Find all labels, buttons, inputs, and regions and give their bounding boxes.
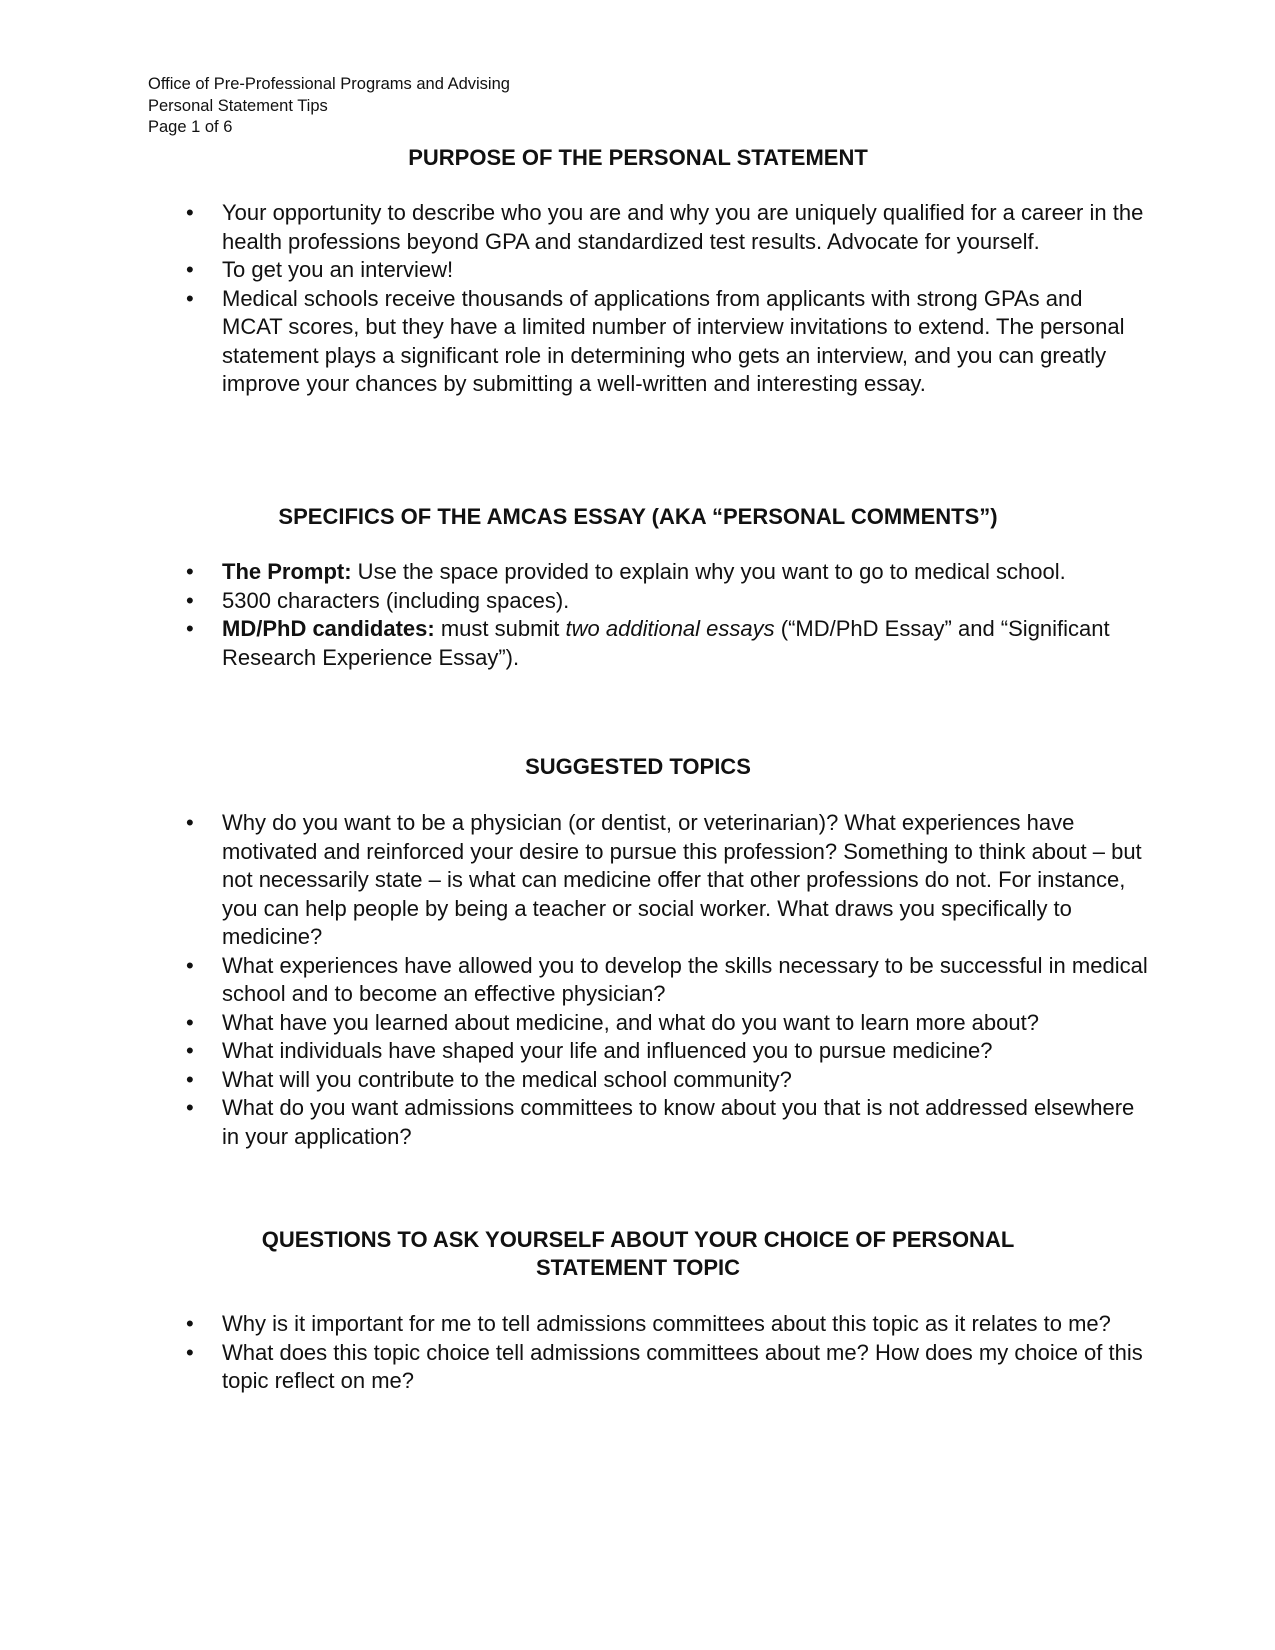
bullet-icon: •: [186, 587, 194, 613]
list-item: • The Prompt: Use the space provided to explain why you want to go to medical school.: [148, 558, 1148, 587]
bullet-icon: •: [186, 285, 194, 311]
topics-list: [148, 809, 1148, 1151]
list-item: • What will you contribute to the medical school community?: [148, 1066, 1148, 1095]
bullet-icon: •: [186, 559, 194, 584]
header-office: Office of Pre-Professional Programs and Advising: [148, 75, 510, 93]
bullet-icon: •: [186, 200, 194, 225]
document-header: [148, 74, 510, 139]
questions-list: [148, 1310, 1148, 1396]
section-title-purpose: PURPOSE OF THE PERSONAL STATEMENT: [408, 145, 868, 170]
list-item: • Medical schools receive thousands of applications from applicants with strong GPAs and MCAT scores, but they have a limited number of interview invitations to extend. The personal statement plays a significant role in determining who gets an interview, and you can greatly improve your chances by submitting a well-written and interesting essay.: [186, 285, 1125, 396]
header-page-number: Page 1 of 6: [148, 118, 233, 136]
list-item: • Why is it important for me to tell admissions committees about this topic as it relates to me?: [148, 1310, 1148, 1339]
bullet-icon: •: [186, 1038, 194, 1063]
bullet-icon: •: [186, 257, 194, 282]
bullet-icon: •: [186, 1009, 194, 1035]
list-item: • What do you want admissions committees to know about you that is not addressed elsewhere in your application?: [186, 1095, 1135, 1149]
section-title-topics: SUGGESTED TOPICS: [525, 754, 751, 779]
bullet-icon: •: [186, 1066, 194, 1092]
bullet-icon: •: [186, 810, 194, 835]
section-title-questions: QUESTIONS TO ASK YOURSELF ABOUT YOUR CHOICE OF PERSONAL STATEMENT TOPIC: [261, 1227, 1015, 1280]
list-item: • What does this topic choice tell admissions committees about me? How does my choice of this topic reflect on me?: [186, 1339, 1143, 1393]
purpose-list: [148, 199, 1148, 399]
list-item: • Your opportunity to describe who you are and why you are uniquely qualified for a career in the health professions beyond GPA and standardized test results. Advocate for yourself.: [186, 200, 1144, 254]
list-item: • What individuals have shaped your life and influenced you to pursue medicine?: [148, 1037, 1148, 1066]
specifics-list: [148, 558, 1148, 672]
bullet-icon: •: [186, 616, 194, 641]
bullet-icon: •: [186, 1095, 194, 1120]
list-item: • What have you learned about medicine, and what do you want to learn more about?: [148, 1009, 1148, 1038]
section-title-specifics: SPECIFICS OF THE AMCAS ESSAY (AKA “PERSONAL COMMENTS”): [278, 504, 998, 529]
bullet-icon: •: [186, 1311, 194, 1336]
list-item: • 5300 characters (including spaces).: [148, 587, 1148, 616]
bullet-icon: •: [186, 1339, 194, 1365]
mdphd-label: MD/PhD candidates:: [222, 616, 435, 641]
list-item: • MD/PhD candidates: must submit two additional essays (“MD/PhD Essay” and “Significant Research Experience Essay”).: [186, 616, 1110, 670]
header-doc-title: Personal Statement Tips: [148, 96, 328, 115]
bullet-icon: •: [186, 952, 194, 978]
list-item: • To get you an interview!: [148, 256, 1148, 285]
list-item: • Why do you want to be a physician (or dentist, or veterinarian)? What experiences have motivated and reinforced your desire to pursue this profession? Something to think about – but not necessarily state – is what can medicine offer that other professions do not. For instance, you can help people by being a teacher or social worker. What draws you specifically to medicine?: [186, 810, 1142, 949]
list-item: • What experiences have allowed you to develop the skills necessary to be successful in medical school and to become an effective physician?: [186, 952, 1148, 1006]
prompt-label: The Prompt:: [222, 559, 352, 584]
